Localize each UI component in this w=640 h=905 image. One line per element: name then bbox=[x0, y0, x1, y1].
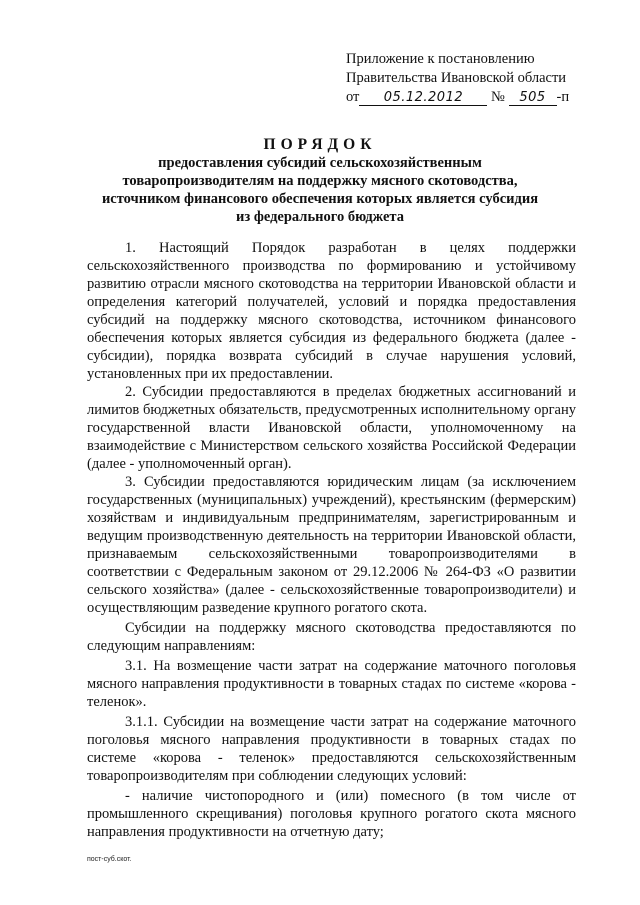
header-number-suffix: -п bbox=[556, 89, 570, 105]
paragraph-3: 3. Субсидии предоставляются юридическим лицам (за исключением государственных (муниципальных) учреждений), крестьянским (фермерским) хозяйствам и индивидуальным предпринимателям, зарегистрированным и ведущим производственную деятельность на территории Ивановской области, признаваемым сельскохозяйственными товаропроизводителями в соответствии с Федеральным законом от 29.12.2006 № 264-ФЗ «О развитии сельского хозяйства» (далее - сельскохозяйственные товаропроизводители) и осуществляющим разведение крупного рогатого скота. bbox=[87, 474, 576, 616]
header-line-3 bbox=[346, 88, 606, 106]
subtitle-line: из федерального бюджета bbox=[236, 209, 404, 225]
paragraph-directions: Субсидии на поддержку мясного скотоводства предоставляются по следующим направлениям: bbox=[87, 620, 576, 654]
subtitle-line: товаропроизводителям на поддержку мясного скотоводства, bbox=[122, 173, 518, 189]
document-title: ПОРЯДОК bbox=[263, 136, 377, 153]
header-number-label: № bbox=[491, 89, 505, 105]
handwritten-date: 05.12.2012 bbox=[359, 90, 487, 106]
header-line-2: Правительства Ивановской области bbox=[346, 70, 567, 86]
paragraph-2: 2. Субсидии предоставляются в пределах бюджетных ассигнований и лимитов бюджетных обязательств, предусмотренных исполнительному органу государственной власти Ивановской области, уполномоченному на взаимодействие с Министерством сельского хозяйства Российской Федерации (далее - уполномоченный орган). bbox=[87, 384, 576, 472]
paragraph-3-1: 3.1. На возмещение части затрат на содержание маточного поголовья мясного направления продуктивности в товарных стадах по системе «корова - теленок». bbox=[87, 658, 576, 710]
header-line-1: Приложение к постановлению bbox=[346, 51, 535, 67]
paragraph-1: 1. Настоящий Порядок разработан в целях поддержки сельскохозяйственного производства по формированию и устойчивому развитию отрасли мясного скотоводства на территории Ивановской области и определения категорий получателей, условий и порядка предоставления субсидий на поддержку мясного скотоводства, источником финансового обеспечения которых является субсидия из федерального бюджета (далее - субсидии), порядка возврата субсидий в случае нарушения условий, установленных при их предоставлении. bbox=[87, 240, 576, 382]
subtitle-line: источником финансового обеспечения которых является субсидия bbox=[101, 191, 539, 207]
subtitle-line: предоставления субсидий сельскохозяйственным bbox=[158, 155, 482, 171]
header-ot-label: от bbox=[346, 89, 360, 105]
footer-filename: пост-суб.скот. bbox=[87, 856, 132, 863]
document-subtitle bbox=[60, 154, 580, 226]
paragraph-condition-1: - наличие чистопородного и (или) помесного (в том числе от промышленного скрещивания) поголовья крупного рогатого скота мясного направления продуктивности на отчетную дату; bbox=[87, 788, 576, 840]
paragraph-3-1-1: 3.1.1. Субсидии на возмещение части затрат на содержание маточного поголовья мясного направления продуктивности в товарных стадах по системе «корова - теленок» предоставляются сельскохозяйственным товаропроизводителям при соблюдении следующих условий: bbox=[87, 714, 576, 784]
handwritten-number: 505 bbox=[509, 90, 557, 106]
document-body bbox=[87, 239, 576, 841]
